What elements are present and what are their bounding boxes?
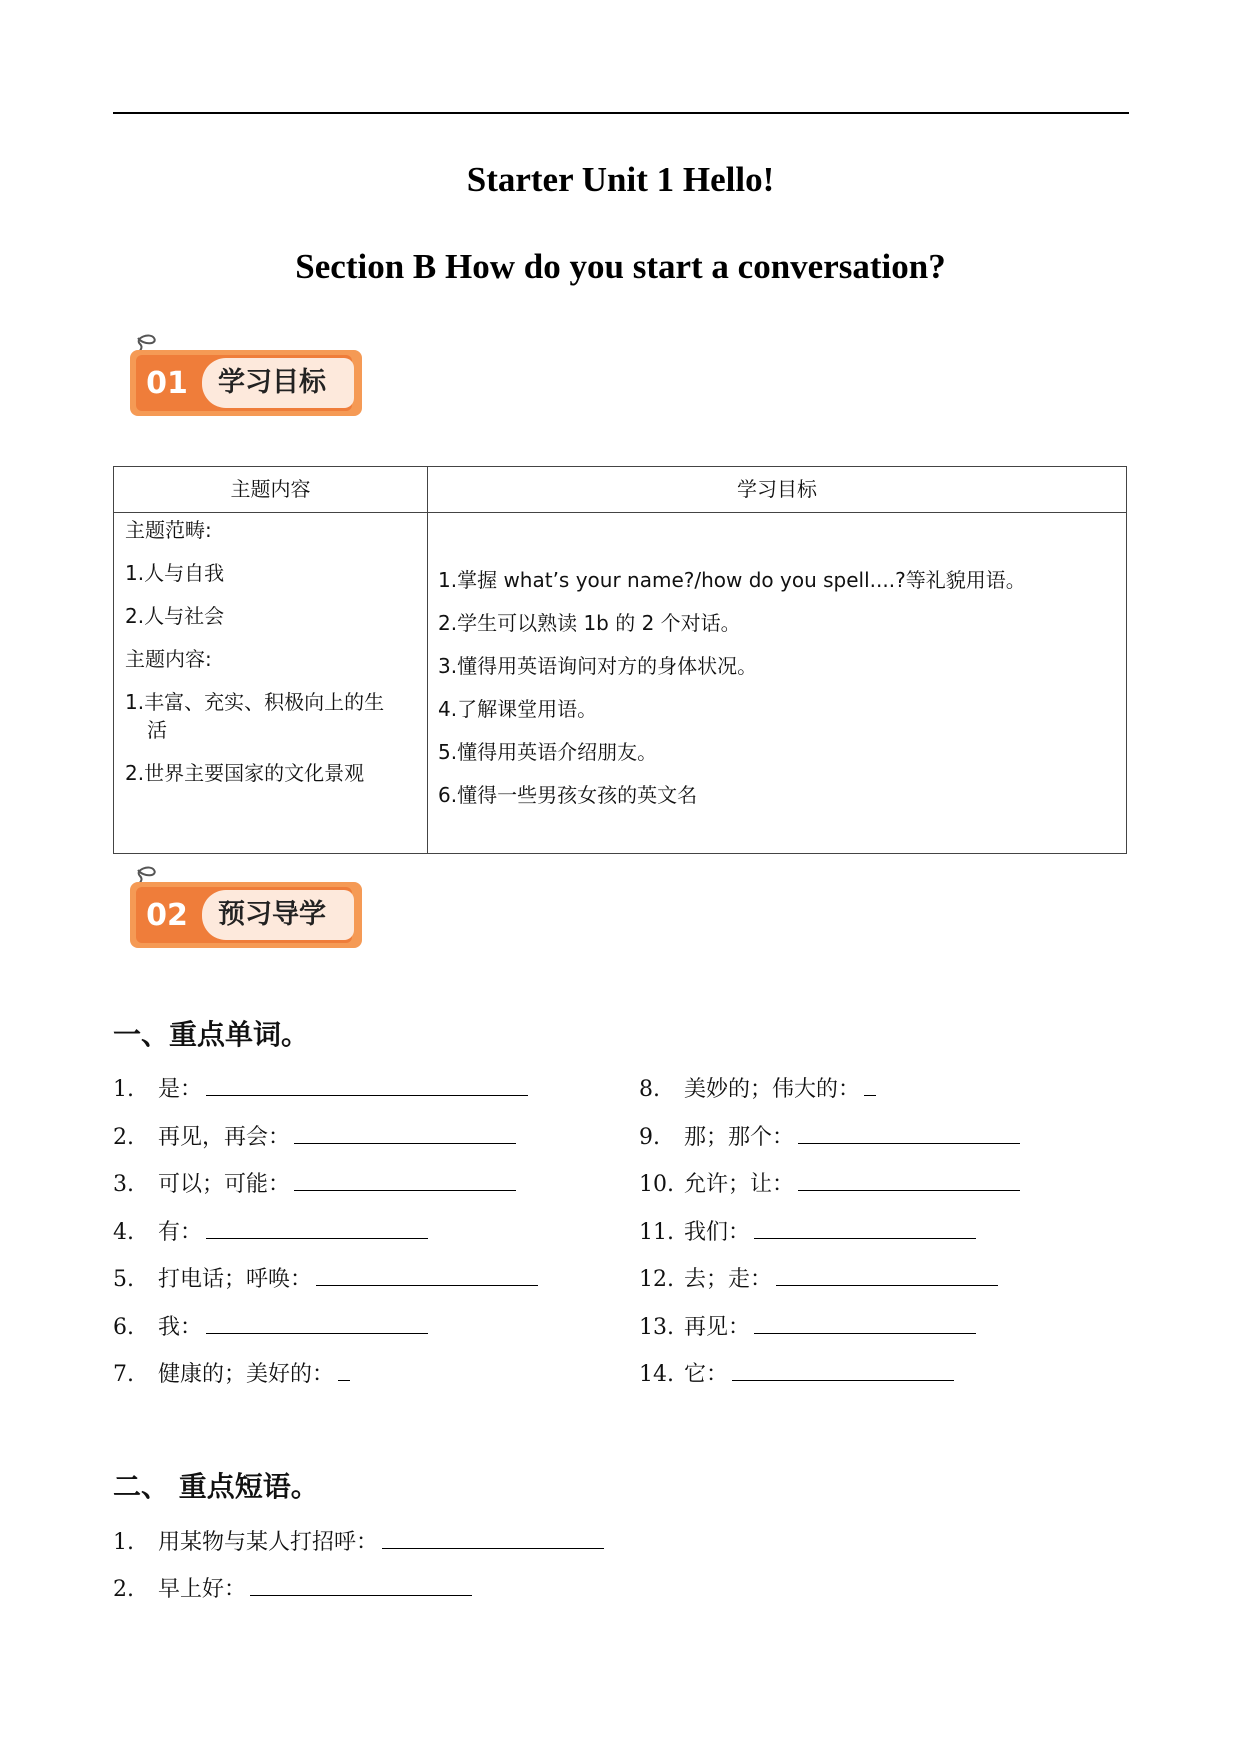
word-item: 5. 打电话；呼唤： bbox=[113, 1263, 538, 1293]
answer-blank[interactable] bbox=[732, 1358, 954, 1381]
goal-item: 2.学生可以熟读 1b 的 2 个对话。 bbox=[438, 611, 741, 635]
word-item: 1. 是： bbox=[113, 1073, 528, 1103]
section-badge-preview bbox=[128, 860, 364, 938]
answer-blank[interactable] bbox=[250, 1573, 472, 1596]
word-item: 3. 可以；可能： bbox=[113, 1168, 516, 1198]
answer-blank[interactable] bbox=[206, 1073, 528, 1096]
goal-item: 1.掌握 what’s your name?/how do you spell....?等礼貌用语。 bbox=[438, 568, 1026, 592]
table-divider-vertical bbox=[427, 467, 428, 853]
badge-number: 01 bbox=[146, 366, 188, 401]
word-item: 13. 再见： bbox=[639, 1311, 976, 1341]
word-item: 10. 允许；让： bbox=[639, 1168, 1020, 1198]
answer-blank[interactable] bbox=[776, 1263, 998, 1286]
key-words-heading: 一、重点单词。 bbox=[113, 1018, 310, 1051]
answer-blank[interactable] bbox=[206, 1216, 428, 1239]
topic-item: 1.丰富、充实、积极向上的生 bbox=[125, 690, 385, 714]
table-divider-horizontal bbox=[114, 512, 1126, 513]
table-header-goals: 学习目标 bbox=[737, 477, 817, 501]
word-item: 4. 有： bbox=[113, 1216, 428, 1246]
goal-item: 4.了解课堂用语。 bbox=[438, 697, 598, 721]
word-item: 2. 再见，再会： bbox=[113, 1121, 516, 1151]
badge-label: 学习目标 bbox=[218, 367, 326, 398]
table-header-topic: 主题内容 bbox=[230, 477, 311, 501]
answer-blank[interactable] bbox=[798, 1168, 1020, 1191]
topic-item-continued: 活 bbox=[147, 718, 167, 742]
phrase-item: 1. 用某物与某人打招呼： bbox=[113, 1526, 604, 1556]
topic-item: 1.人与自我 bbox=[125, 561, 225, 585]
answer-blank[interactable] bbox=[864, 1073, 876, 1096]
answer-blank[interactable] bbox=[382, 1526, 604, 1549]
word-item: 8. 美妙的；伟大的： bbox=[639, 1073, 876, 1103]
badge-label: 预习导学 bbox=[218, 899, 326, 930]
answer-blank[interactable] bbox=[206, 1311, 428, 1334]
phrase-item: 2. 早上好： bbox=[113, 1573, 472, 1603]
word-item: 12. 去；走： bbox=[639, 1263, 998, 1293]
topic-item: 2.世界主要国家的文化景观 bbox=[125, 761, 365, 785]
topic-content-heading: 主题内容: bbox=[125, 647, 212, 671]
topic-item: 2.人与社会 bbox=[125, 604, 225, 628]
section-badge-learning-goals bbox=[128, 328, 364, 406]
word-item: 6. 我： bbox=[113, 1311, 428, 1341]
answer-blank[interactable] bbox=[294, 1168, 516, 1191]
word-item: 11. 我们： bbox=[639, 1216, 976, 1246]
page-title: Starter Unit 1 Hello! bbox=[466, 160, 775, 199]
word-item: 9. 那；那个： bbox=[639, 1121, 1020, 1151]
word-item: 7. 健康的；美好的： bbox=[113, 1358, 350, 1388]
goal-item: 3.懂得用英语询问对方的身体状况。 bbox=[438, 654, 758, 678]
answer-blank[interactable] bbox=[294, 1121, 516, 1144]
topic-category-heading: 主题范畴: bbox=[125, 518, 212, 542]
page-subtitle: Section B How do you start a conversation? bbox=[295, 247, 946, 286]
goal-item: 6.懂得一些男孩女孩的英文名 bbox=[438, 783, 698, 807]
word-item: 14. 它： bbox=[639, 1358, 954, 1388]
answer-blank[interactable] bbox=[338, 1358, 350, 1381]
answer-blank[interactable] bbox=[798, 1121, 1020, 1144]
answer-blank[interactable] bbox=[754, 1216, 976, 1239]
answer-blank[interactable] bbox=[754, 1311, 976, 1334]
top-rule bbox=[113, 112, 1129, 114]
goals-table bbox=[113, 466, 1127, 854]
answer-blank[interactable] bbox=[316, 1263, 538, 1286]
goal-item: 5.懂得用英语介绍朋友。 bbox=[438, 740, 658, 764]
badge-number: 02 bbox=[146, 898, 188, 933]
key-phrases-heading: 二、 重点短语。 bbox=[113, 1470, 319, 1503]
